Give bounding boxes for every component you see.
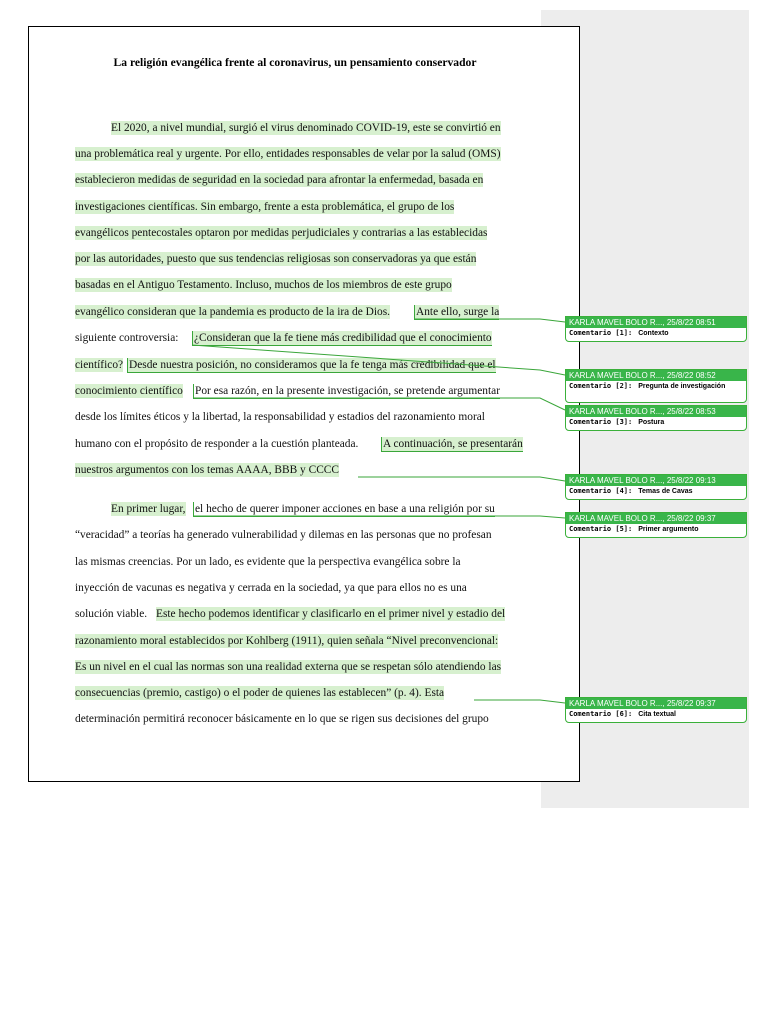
text-line: científico? [75,359,124,371]
comment-balloon-2[interactable] [565,369,747,403]
comment-header: KARLA MAVEL BOLO R..., 25/8/22 08:52 [566,370,746,381]
comment-text: Cita textual [638,711,676,718]
comment-anchor-2[interactable]: ¿Consideran que la fe tiene más credibilidad que el conocimiento [194,332,492,344]
comment-balloon-5[interactable] [565,512,747,538]
text-line: por las autoridades, puesto que sus tendencias religiosas son conservadoras ya que están [75,253,477,265]
text-line: evangélicos pentecostales optaron por medidas perjudiciales y contrarias a las establecidas [75,227,488,239]
text-line: En primer lugar, [111,503,186,515]
comment-header: KARLA MAVEL BOLO R..., 25/8/22 09:13 [566,475,746,486]
comment-header: KARLA MAVEL BOLO R..., 25/8/22 08:53 [566,406,746,417]
comment-text: Postura [638,419,665,426]
text-line: Este hecho podemos identificar y clasificarlo en el primer nivel y estadio del [156,608,506,620]
comment-label: Comentario [5]: [569,525,633,533]
comment-anchor-4[interactable]: A continuación, se presentarán [383,438,523,450]
text-line: “veracidad” a teorías ha generado vulnerabilidad y dilemas en las personas que no profesan [75,529,492,541]
text-line: basadas en el Antiguo Testamento. Incluso, muchos de los miembros de este grupo [75,279,452,291]
comment-header: KARLA MAVEL BOLO R..., 25/8/22 08:51 [566,317,746,328]
text-line: humano con el propósito de responder a la cuestión planteada. [75,438,359,450]
comment-balloon-6[interactable] [565,697,747,723]
comment-label: Comentario [6]: [569,710,633,718]
text-line: una problemática real y urgente. Por ello, entidades responsables de velar por la salud (OMS) [75,148,501,160]
text-line: conocimiento científico [75,385,183,397]
text-line: solución viable. [75,608,148,620]
text-line: las mismas creencias. Por un lado, es evidente que la perspectiva evangélica sobre la [75,556,461,568]
comment-label: Comentario [3]: [569,418,633,426]
text-line: establecieron medidas de seguridad en la sociedad para afrontar la enfermedad, basada en [75,174,484,186]
text-line: determinación permitirá reconocer básicamente en lo que se rigen sus decisiones del grupo [75,713,489,725]
comment-balloon-1[interactable] [565,316,747,342]
comment-label: Comentario [2]: [569,382,633,390]
comment-anchor-1[interactable]: Ante ello, surge la [416,306,500,318]
comment-header: KARLA MAVEL BOLO R..., 25/8/22 09:37 [566,513,746,524]
text-line: El 2020, a nivel mundial, surgió el virus denominado COVID-19, este se convirtió en [111,122,501,134]
comment-text: Pregunta de investigación [638,383,726,390]
comment-text: Primer argumento [638,526,699,533]
text-line: Es un nivel en el cual las normas son una realidad externa que se respetan sólo atendiendo las [75,661,502,673]
comment-anchor-3[interactable]: Desde nuestra posición, no consideramos que la fe tenga más credibilidad que el [129,359,496,371]
text-line: investigaciones científicas. Sin embargo, frente a esta problemática, el grupo de los [75,201,455,213]
text-line: Por esa razón, en la presente investigación, se pretende argumentar [195,385,500,397]
comment-anchor-6[interactable]: consecuencias (premio, castigo) o el poder de quienes las establecen” (p. 4). Esta [75,687,445,699]
text-line: razonamiento moral establecidos por Kohlberg (1911), quien señala “Nivel preconvencional: [75,635,499,647]
comment-anchor-5[interactable]: el hecho de querer imponer acciones en base a una religión por su [195,503,495,515]
document-title: La religión evangélica frente al coronavirus, un pensamiento conservador [113,56,477,69]
text-line: siguiente controversia: [75,332,179,344]
comment-text: Temas de Cavas [638,488,693,495]
text-line: evangélico consideran que la pandemia es producto de la ira de Dios. [75,306,391,318]
text-line: nuestros argumentos con los temas AAAA, BBB y CCCC [75,464,339,476]
text-line: desde los límites éticos y la libertad, la responsabilidad y estadios del razonamiento moral [75,411,485,423]
comment-balloon-4[interactable] [565,474,747,500]
comment-balloon-3[interactable] [565,405,747,431]
comment-header: KARLA MAVEL BOLO R..., 25/8/22 09:37 [566,698,746,709]
comment-text: Contexto [638,330,669,337]
comment-label: Comentario [4]: [569,487,633,495]
comment-label: Comentario [1]: [569,329,633,337]
text-line: inyección de vacunas es negativa y cerrada en la sociedad, ya que para ellos no es una [75,582,467,594]
